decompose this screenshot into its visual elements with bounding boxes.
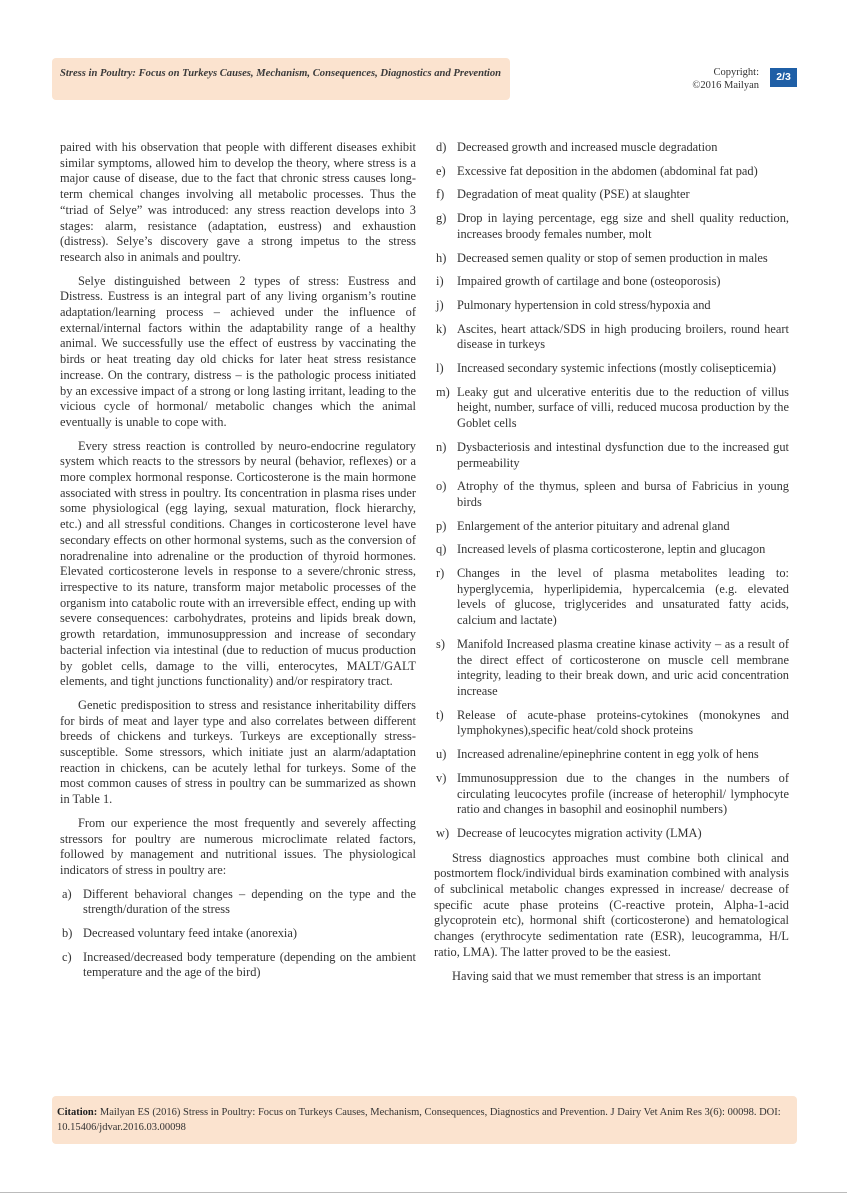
list-item-text: Immunosuppression due to the changes in the numbers of circulating leucocytes profile (increase of heterophil/ lymphocyte ratio and changes in basophil and eosinophil numbers): [457, 770, 789, 817]
left-column: [60, 140, 416, 981]
list-item-text: Leaky gut and ulcerative enteritis due to the reduction of villus height, number, surface of villi, reduced mucosa production by the Goblet cells: [457, 384, 789, 431]
list-item: [434, 747, 789, 763]
list-marker: j): [436, 297, 444, 312]
right-column: [434, 140, 789, 984]
list-item: [434, 298, 789, 314]
list-marker: t): [436, 707, 444, 722]
list-item-text: Decreased growth and increased muscle degradation: [457, 140, 718, 154]
list-item: [434, 322, 789, 353]
paragraph: paired with his observation that people with different diseases exhibit similar symptoms, allowed him to develop the theory, where stress is a major cause of disease, due to the fact that chronic stress causes long-term chemical changes involving all metabolic processes. Thus the “triad of Selye” was introduced: any stress reaction develops into 3 stages: alarm, resistance (adaptation, eustress) and exhaustion (distress). Selye’s discovery gave a strong impetus to the stress research also in animals and poultry.: [60, 140, 416, 264]
list-item: [60, 950, 416, 981]
list-item: [434, 251, 789, 267]
list-item-text: Atrophy of the thymus, spleen and bursa of Fabricius in young birds: [457, 479, 789, 509]
list-item: [434, 479, 789, 510]
list-item: [434, 274, 789, 290]
list-marker: k): [436, 321, 447, 336]
list-item: [434, 637, 789, 700]
list-item-text: Increased/decreased body temperature (depending on the ambient temperature and the age of the bird): [83, 949, 416, 980]
copyright-label: Copyright:: [713, 67, 759, 78]
list-item-text: Enlargement of the anterior pituitary and adrenal gland: [457, 518, 730, 533]
running-header-box: [52, 58, 510, 100]
list-marker: w): [436, 825, 450, 840]
list-marker: h): [436, 250, 447, 265]
list-marker: d): [436, 140, 447, 154]
list-item: [434, 140, 789, 156]
list-item-text: Dysbacteriosis and intestinal dysfunction due to the increased gut permeability: [457, 439, 789, 470]
page-number-badge: 2/3: [770, 68, 797, 87]
list-item-text: Degradation of meat quality (PSE) at slaughter: [457, 187, 690, 202]
list-item-text: Increased adrenaline/epinephrine content in egg yolk of hens: [457, 747, 759, 762]
list-marker: m): [436, 384, 450, 399]
paragraph: Every stress reaction is controlled by neuro-endocrine regulatory system which reacts to the stressors by neural (behavior, reflexes) or a more complex hormonal response. Corticosterone is the main hormone associated with stress in poultry. Its concentration in plasma rises under some physiological (egg laying, sexual maturation, flock hierarchy, etc.) and all stressful conditions. Changes in corticosterone level have secondary effects on other hormonal systems, such as the conversion of noradrenaline into adrenaline or the production of thyroid hormones. Elevated corticosterone levels in response to a severe/chronic stress, irrespective to its nature, transform major metabolic processes of the organism into catabolic route with an irreversible effect, ending up with severe consequences: carbohydrates, proteins and lipids break down, growth retardation, immunosuppression and increase of secondary bacterial infection via intestinal (due to reduction of mucus production by goblet cells, damage to the villi, enterocytes, MALT/GALT elements, and tight junctions functionality) and/or respiratory tract.: [60, 438, 416, 689]
citation-box: [52, 1096, 797, 1144]
list-item: [434, 440, 789, 471]
list-item-text: Increased levels of plasma corticosterone, leptin and glucagon: [457, 542, 766, 557]
list-item-text: Pulmonary hypertension in cold stress/hypoxia and: [457, 297, 711, 312]
list-item: [434, 211, 789, 242]
list-item: [434, 566, 789, 629]
indicator-list-continued: [434, 140, 789, 842]
list-item-text: Changes in the level of plasma metabolites leading to: hyperglycemia, hyperlipidemia, hypercalcemia (e.g. elevated levels of glucose, triglycerides and unsaturated fatty acids, calcium and lactate): [457, 566, 789, 628]
list-marker: g): [436, 211, 447, 226]
list-item-text: Ascites, heart attack/SDS in high producing broilers, round heart disease in turkeys: [457, 321, 789, 352]
paragraph: From our experience the most frequently and severely affecting stressors for poultry are numerous microclimate related factors, followed by management and nutritional issues. The physiological indicators of stress in poultry are:: [60, 815, 416, 877]
citation: [57, 1106, 792, 1135]
list-item: [434, 361, 789, 377]
list-marker: o): [436, 479, 447, 494]
copyright-holder: ©2016 Mailyan: [692, 80, 759, 91]
list-item: [434, 771, 789, 818]
paragraph: Genetic predisposition to stress and resistance inheritability differs for birds of meat and layer type and also correlates between different breeds of chickens and turkeys. Turkeys are exceptionally stress-susceptible. Some stressors, which initiate just an alarm/adaptation reaction in chickens, can be acutely lethal for turkeys. Some of the most common causes of stress in poultry can be summarized as shown in Table 1.: [60, 697, 416, 807]
list-marker: q): [436, 542, 447, 557]
list-marker: a): [62, 886, 72, 901]
list-item-text: Excessive fat deposition in the abdomen (abdominal fat pad): [457, 163, 758, 178]
list-item-text: Decrease of leucocytes migration activity (LMA): [457, 825, 702, 840]
citation-text: Mailyan ES (2016) Stress in Poultry: Focus on Turkeys Causes, Mechanism, Consequences, Diagnostics and Prevention. J Dairy Vet Anim Res 3(6): 00098. DOI: 10.15406/jdvar.2016.03.00098: [57, 1107, 781, 1133]
running-header-title: Stress in Poultry: Focus on Turkeys Causes, Mechanism, Consequences, Diagnostics and Prevention: [60, 68, 502, 79]
list-item: [434, 385, 789, 432]
list-marker: e): [436, 163, 446, 178]
list-marker: c): [62, 949, 72, 964]
indicator-list: [60, 887, 416, 982]
footer-divider: [0, 1192, 847, 1193]
list-item-text: Different behavioral changes – depending on the type and the strength/duration of the stress: [83, 886, 416, 917]
list-item: [434, 187, 789, 203]
list-marker: n): [436, 439, 447, 454]
list-marker: p): [436, 518, 447, 533]
list-item-text: Increased secondary systemic infections (mostly colisepticemia): [457, 361, 776, 376]
list-item: [434, 519, 789, 535]
list-marker: u): [436, 747, 447, 762]
list-item: [434, 164, 789, 180]
list-item: [434, 708, 789, 739]
list-item: [434, 826, 789, 842]
list-item: [60, 926, 416, 942]
list-marker: l): [436, 361, 444, 376]
list-item-text: Decreased semen quality or stop of semen production in males: [457, 250, 768, 265]
copyright-notice: [692, 66, 759, 92]
paragraph: Selye distinguished between 2 types of stress: Eustress and Distress. Eustress is an integral part of any living organism’s routine adaptation/learning process – achieved under the influence of external/internal factors within the adaptability range of a healthy animal. We successfully use the effect of eustress by vaccinating the birds or heat treating day old chicks for later heat stress resistance increase. On the contrary, distress – is the pathologic process initiated by an excessive impact of a strong or long lasting irritant, leading to the vicious cycle of hormonal/ metabolic changes which the animal eventually is unable to cope with.: [60, 273, 416, 429]
list-marker: f): [436, 187, 445, 202]
list-item-text: Decreased voluntary feed intake (anorexia): [83, 926, 297, 941]
list-marker: v): [436, 770, 447, 785]
list-marker: s): [436, 636, 445, 651]
paragraph: Stress diagnostics approaches must combine both clinical and postmortem flock/individual birds examination combined with analysis of subclinical metabolic changes expressed in increase/ decrease of specific acute phase proteins (C-reactive protein, Alpha-1-acid glycoprotein etc), hormonal shift (corticosterone) and hematological changes (erythrocyte sedimentation rate (ESR), leucogramma, H/L ratio, LMA). The latter proved to be the easiest.: [434, 850, 789, 959]
list-item-text: Manifold Increased plasma creatine kinase activity – as a result of the direct effect of corticosterone on muscle cell membrane integrity, leading to their break down, and uric acid concentration increase: [457, 636, 789, 698]
list-marker: i): [436, 274, 444, 289]
list-item-text: Impaired growth of cartilage and bone (osteoporosis): [457, 274, 721, 289]
list-marker: b): [62, 926, 73, 941]
paragraph: Having said that we must remember that stress is an important: [452, 968, 762, 983]
list-marker: r): [436, 566, 445, 581]
list-item: [60, 887, 416, 918]
list-item-text: Drop in laying percentage, egg size and shell quality reduction, increases broody females number, molt: [457, 211, 789, 241]
citation-label: Citation:: [57, 1107, 98, 1118]
list-item: [434, 542, 789, 558]
list-item-text: Release of acute-phase proteins-cytokines (monokynes and lymphokynes),specific heat/cold shock proteins: [457, 707, 789, 738]
